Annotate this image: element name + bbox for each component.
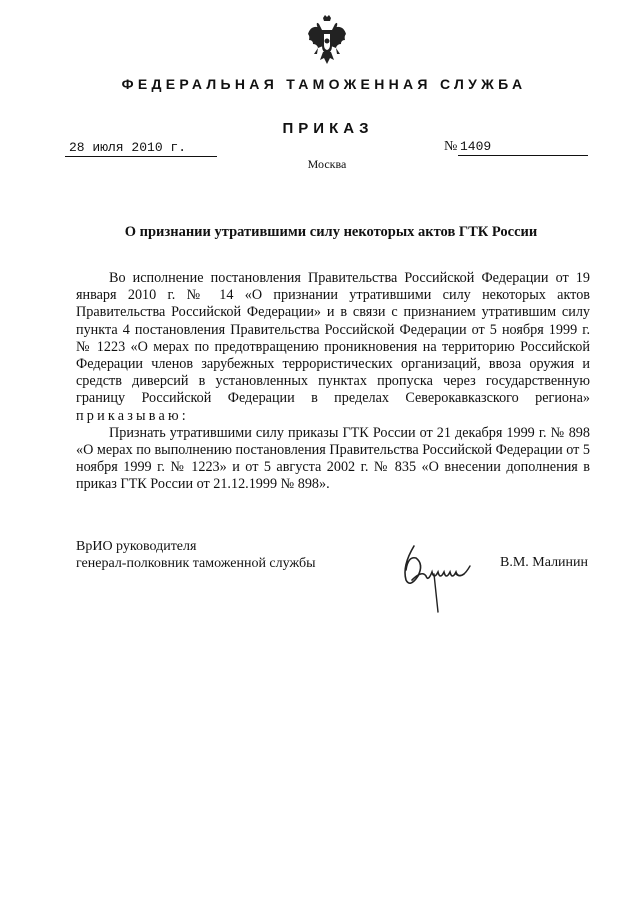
signer-position-line-1: ВрИО руководителя (76, 539, 197, 554)
coat-of-arms-icon (305, 14, 349, 66)
order-date: 28 июля 2010 г. (69, 140, 187, 155)
decree-word: приказываю: (76, 407, 189, 424)
number-sign: № (444, 139, 458, 154)
signer-position (76, 538, 315, 572)
order-number: 1409 (460, 139, 492, 154)
signer-name: В.М. Малинин (500, 555, 589, 570)
document-body (76, 270, 590, 494)
signer-position-line-2: генерал-полковник таможенной службы (76, 556, 316, 571)
body-paragraph-1-text: Во исполнение постановления Правительства Российской Федерации от 19 января 2010 г. № 14 «О признании утратившими силу некоторых актов Правительства Российской Федерации» и в связи с признанием утратившим силу пункта 4 постановления Правительства Российской Федерации от 5 ноября 1999 г. № 1223 «О мерах по предотвращению проникновения на территорию Российской Федерации членов зарубежных террористических организаций, ввоза оружия и средств диверсий в установленных пунктах пропуска через государственную границу Российской Федерации в пределах Северокавказского региона» (76, 270, 590, 407)
date-field (65, 140, 217, 157)
signature-icon (392, 536, 492, 616)
body-paragraph-2: Признать утратившими силу приказы ГТК России от 21 декабря 1999 г. № 898 «О мерах по выполнению постановления Правительства Российской Федерации от 5 ноября 1999 г. № 1223» и от 5 августа 2002 г. № 835 «О внесении дополнения в приказ ГТК России от 21.12.1999 № 898». (76, 424, 590, 493)
number-underline (458, 139, 588, 156)
body-paragraph-1 (76, 270, 590, 425)
order-type-heading: ПРИКАЗ (282, 120, 374, 137)
document-title: О признании утратившими силу некоторых актов ГТК России (124, 224, 538, 240)
issue-city: Москва (307, 157, 347, 171)
agency-name: ФЕДЕРАЛЬНАЯ ТАМОЖЕННАЯ СЛУЖБА (121, 76, 527, 92)
order-number-field (444, 140, 588, 156)
